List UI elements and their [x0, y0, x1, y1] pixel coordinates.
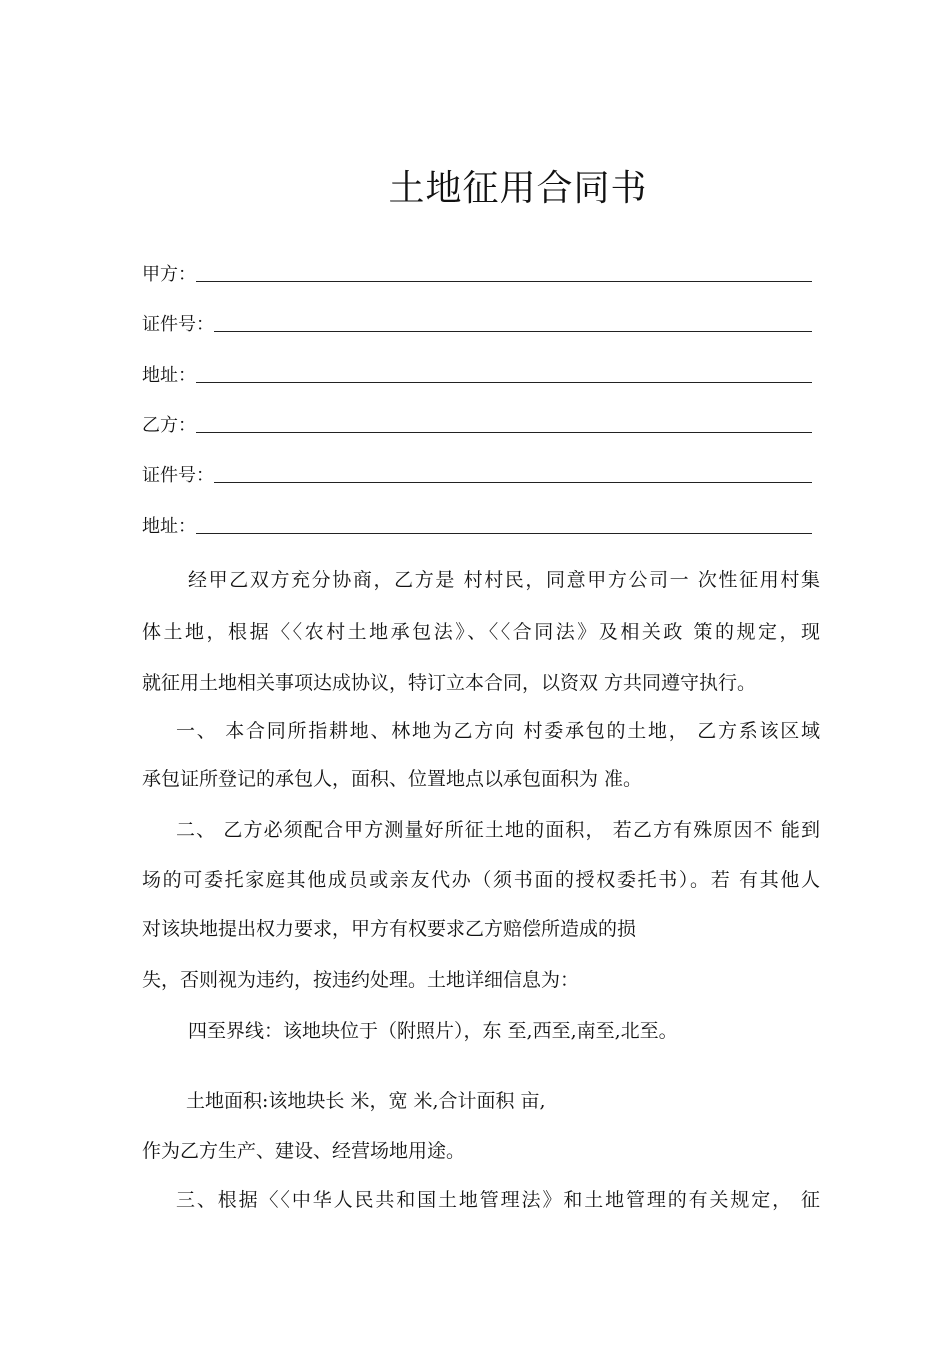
land-area-line-1: 土地面积:该地块长 米，宽 米,合计面积 亩, — [186, 1090, 546, 1112]
party-a-address-field — [142, 359, 812, 389]
party-a-id-label: 证件号： — [142, 314, 214, 335]
party-a-address-blank-line — [196, 381, 812, 383]
paragraph-3-line-2: 场的可委托家庭其他成员或亲友代办（须书面的授权委托书）。若 有其他人 — [142, 869, 820, 891]
land-area-line-2: 作为乙方生产、建设、经营场地用途。 — [142, 1140, 466, 1162]
party-b-id-field — [142, 459, 812, 489]
paragraph-1-line-3: 就征用土地相关事项达成协议，特订立本合同，以资双 方共同遵守执行。 — [142, 672, 757, 694]
boundary-line: 四至界线：该地块位于（附照片），东 至,西至,南至,北至。 — [188, 1020, 678, 1042]
party-b-blank-line — [196, 431, 812, 433]
party-a-label: 甲方： — [142, 264, 196, 285]
paragraph-3-line-4: 失，否则视为违约，按违约处理。土地详细信息为： — [142, 969, 580, 991]
paragraph-2-line-2: 承包证所登记的承包人，面积、位置地点以承包面积为 准。 — [142, 768, 643, 790]
party-b-address-field — [142, 510, 812, 540]
party-a-address-label: 地址： — [142, 365, 196, 386]
party-b-id-label: 证件号： — [142, 465, 214, 486]
party-a-id-blank-line — [214, 330, 812, 332]
party-b-label: 乙方： — [142, 415, 196, 436]
paragraph-1-line-2: 体土地，根据〈〈农村土地承包法》、〈〈合同法》及相关政 策的规定，现 — [142, 621, 820, 643]
party-b-address-blank-line — [196, 532, 812, 534]
paragraph-3-line-3: 对该块地提出权力要求，甲方有权要求乙方赔偿所造成的损 — [142, 918, 637, 940]
paragraph-6-line-1: 三、根据〈〈中华人民共和国土地管理法》和土地管理的有关规定， 征 — [176, 1189, 820, 1211]
party-b-address-label: 地址： — [142, 516, 196, 537]
party-a-field — [142, 258, 812, 288]
page-title: 土地征用合同书 — [388, 168, 648, 209]
paragraph-3-line-1: 二、 乙方必须配合甲方测量好所征土地的面积， 若乙方有殊原因不 能到 — [176, 819, 820, 841]
paragraph-1-line-1: 经甲乙双方充分协商，乙方是 村村民，同意甲方公司一 次性征用村集 — [188, 569, 820, 591]
party-a-id-field — [142, 308, 812, 338]
paragraph-2-line-1: 一、 本合同所指耕地、林地为乙方向 村委承包的土地， 乙方系该区域 — [176, 720, 820, 742]
party-a-blank-line — [196, 280, 812, 282]
party-b-field — [142, 409, 812, 439]
party-b-id-blank-line — [214, 481, 812, 483]
